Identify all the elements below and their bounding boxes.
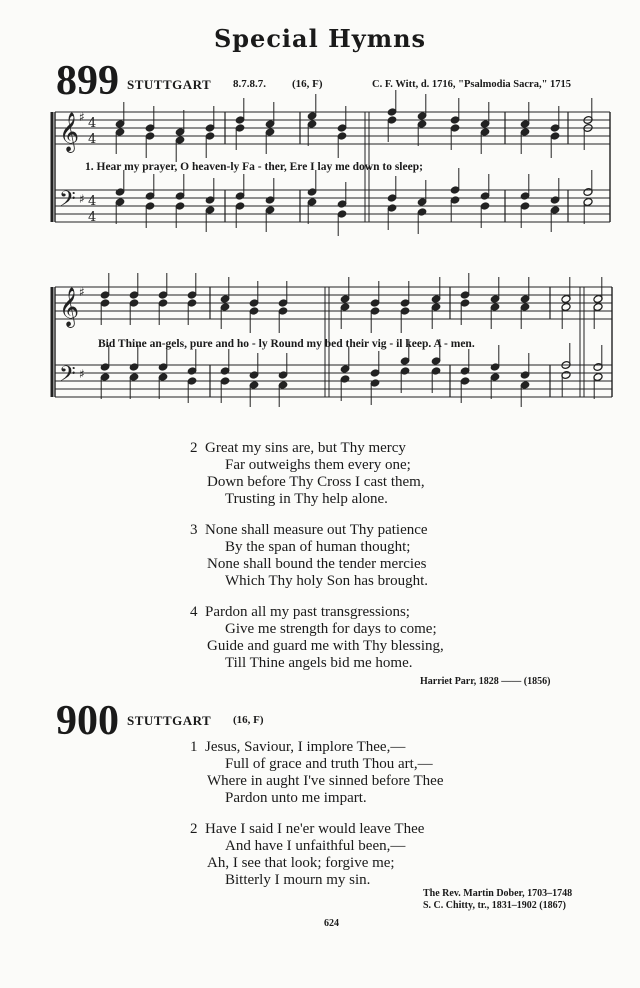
verse-line: Great my sins are, but Thy mercy xyxy=(205,440,406,456)
verse-line: Ah, I see that look; forgive me; xyxy=(207,855,395,871)
key-ref-899: (16, F) xyxy=(292,78,323,90)
verse-block-900-1 xyxy=(190,739,444,807)
verse-block-899-2 xyxy=(190,440,425,508)
verse-line: Pardon all my past transgressions; xyxy=(205,604,410,620)
verse-line: Far outweighs them every one; xyxy=(225,457,411,473)
key-ref-900: (16, F) xyxy=(233,714,264,726)
verse-line: Bitterly I mourn my sin. xyxy=(225,872,371,888)
verse-line: None shall bound the tender mercies xyxy=(207,556,427,572)
verse-line: Down before Thy Cross I cast them, xyxy=(207,474,425,490)
verse-line: Guide and guard me with Thy blessing, xyxy=(207,638,444,654)
lyric-line-2: Bid Thine an-gels, pure and ho - ly Round my bed their vig - il keep. A - men. xyxy=(98,338,475,350)
verse-line: Full of grace and truth Thou art,— xyxy=(225,756,433,772)
key-signature: ♯ xyxy=(79,285,85,299)
verse-line: Trusting in Thy help alone. xyxy=(225,491,388,507)
verse-block-899-4 xyxy=(190,604,444,672)
section-header: Special Hymns xyxy=(213,24,427,53)
tune-name-899: STUTTGART xyxy=(127,77,212,92)
verse-number: 3 xyxy=(190,522,198,538)
bass-clef: 𝄢 xyxy=(59,187,76,217)
tune-name-900: STUTTGART xyxy=(127,713,212,728)
verse-line: Jesus, Saviour, I implore Thee,— xyxy=(205,739,406,755)
verse-block-899-3 xyxy=(190,522,428,590)
meter-899: 8.7.8.7. xyxy=(233,78,266,90)
verse-line: Pardon unto me impart. xyxy=(225,790,367,806)
bass-clef: 𝄢 xyxy=(59,362,76,392)
verse-block-900-2 xyxy=(190,821,424,889)
verse-number: 2 xyxy=(190,440,198,456)
key-signature: ♯ xyxy=(79,192,85,206)
author-899: Harriet Parr, 1828 —— (1856) xyxy=(420,676,551,687)
hymn-number-900: 900 xyxy=(56,698,119,744)
verse-line: Till Thine angels bid me home. xyxy=(225,655,413,671)
author-900-2: S. C. Chitty, tr., 1831–1902 (1867) xyxy=(423,900,566,911)
key-signature: ♯ xyxy=(79,367,85,381)
verse-number: 2 xyxy=(190,821,198,837)
composer-899: C. F. Witt, d. 1716, "Psalmodia Sacra," 1715 xyxy=(372,79,572,90)
time-signature: 4 xyxy=(88,194,97,209)
verse-line: By the span of human thought; xyxy=(225,539,411,555)
verse-line: Where in aught I've sinned before Thee xyxy=(207,773,444,789)
author-900-1: The Rev. Martin Dober, 1703–1748 xyxy=(423,888,573,899)
key-signature: ♯ xyxy=(79,110,85,124)
page-number: 624 xyxy=(324,918,339,929)
verse-line: Give me strength for days to come; xyxy=(225,621,437,637)
verse-line: And have I unfaithful been,— xyxy=(225,838,406,854)
time-signature: 4 xyxy=(88,132,97,147)
hymn-number-899: 899 xyxy=(56,58,119,104)
lyric-line-1: 1. Hear my prayer, O heaven-ly Fa - ther, Ere I lay me down to sleep; xyxy=(85,161,423,173)
verse-line: Which Thy holy Son has brought. xyxy=(225,573,429,589)
treble-clef: 𝄞 xyxy=(59,112,80,152)
time-signature: 4 xyxy=(88,116,97,131)
verse-line: None shall measure out Thy patience xyxy=(205,522,428,538)
treble-clef: 𝄞 xyxy=(59,287,80,327)
time-signature: 4 xyxy=(88,210,97,225)
verse-number: 4 xyxy=(190,604,198,620)
verse-line: Have I said I ne'er would leave Thee xyxy=(205,821,425,837)
verse-number: 1 xyxy=(190,739,198,755)
